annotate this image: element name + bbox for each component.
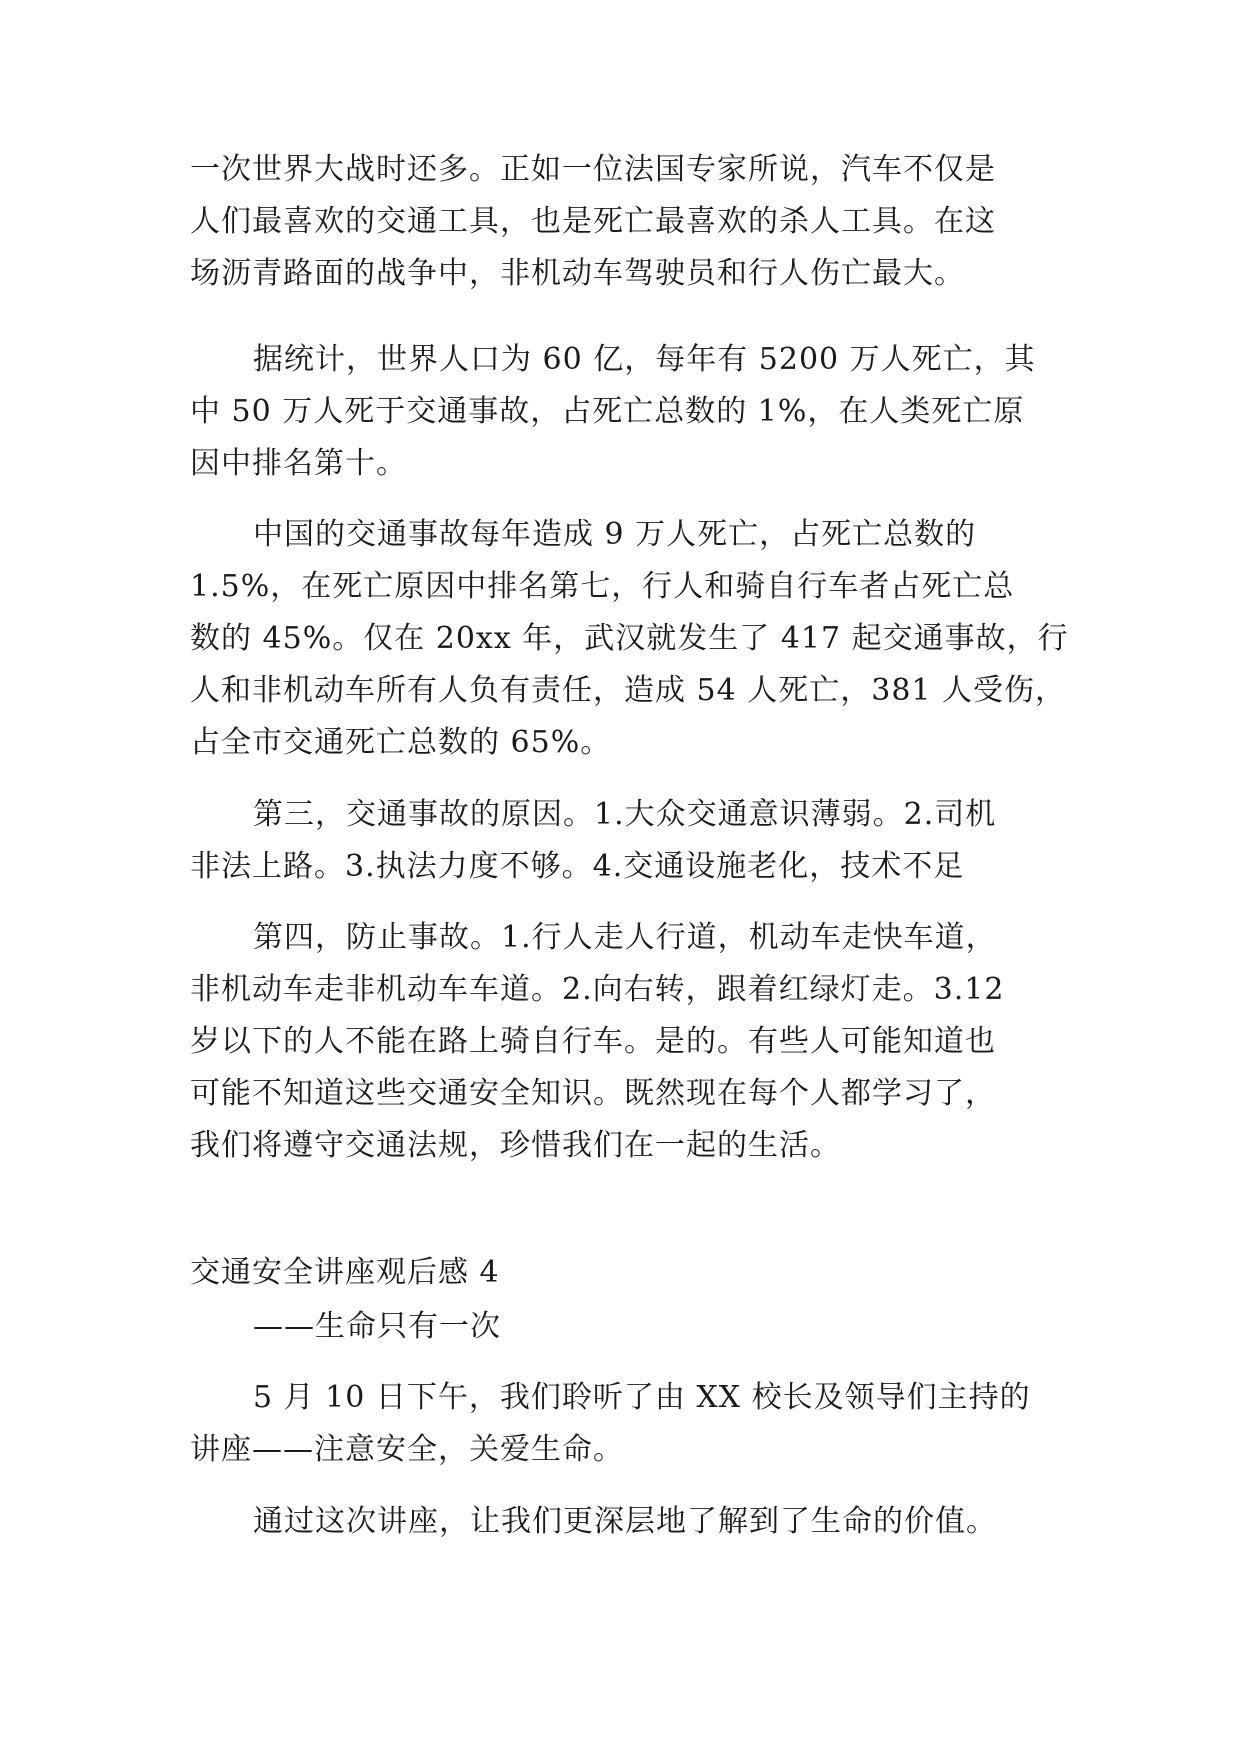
paragraph-line: 1.5%，在死亡原因中排名第七，行人和骑自行车者占死亡总: [190, 569, 1015, 604]
paragraph-line: 场沥青路面的战争中，非机动车驾驶员和行人伤亡最大。: [190, 256, 965, 291]
paragraph-line: 非法上路。3.执法力度不够。4.交通设施老化，技术不足: [190, 849, 965, 884]
paragraph-line: 占全市交通死亡总数的 65%。: [190, 725, 612, 760]
paragraph-line: 非机动车走非机动车车道。2.向右转，跟着红绿灯走。3.12: [190, 972, 1005, 1007]
paragraph-line: 因中排名第十。: [190, 446, 407, 481]
section-title: 交通安全讲座观后感 4: [190, 1255, 500, 1290]
paragraph-line: 人和非机动车所有人负有责任，造成 54 人死亡，381 人受伤，: [190, 673, 1067, 708]
paragraph-line: 据统计，世界人口为 60 亿，每年有 5200 万人死亡，其: [253, 342, 1036, 377]
paragraph-line: 5 月 10 日下午，我们聆听了由 XX 校长及领导们主持的: [253, 1380, 1031, 1415]
section-subtitle: ——生命只有一次: [253, 1309, 501, 1344]
paragraph-line: 岁以下的人不能在路上骑自行车。是的。有些人可能知道也: [190, 1024, 996, 1059]
paragraph-line: 讲座——注意安全，关爱生命。: [190, 1432, 624, 1467]
paragraph-line: 一次世界大战时还多。正如一位法国专家所说，汽车不仅是: [190, 152, 996, 187]
paragraph-line: 通过这次讲座，让我们更深层地了解到了生命的价值。: [253, 1504, 997, 1539]
paragraph-line: 我们将遵守交通法规，珍惜我们在一起的生活。: [190, 1128, 841, 1163]
paragraph-line: 人们最喜欢的交通工具，也是死亡最喜欢的杀人工具。在这: [190, 204, 996, 239]
paragraph-line: 第四，防止事故。1.行人走人行道，机动车走快车道，: [253, 920, 997, 955]
paragraph-line: 第三，交通事故的原因。1.大众交通意识薄弱。2.司机: [253, 797, 997, 832]
paragraph-line: 中 50 万人死于交通事故，占死亡总数的 1%，在人类死亡原: [190, 394, 1025, 429]
paragraph-line: 中国的交通事故每年造成 9 万人死亡，占死亡总数的: [253, 517, 977, 552]
paragraph-line: 可能不知道这些交通安全知识。既然现在每个人都学习了，: [190, 1076, 996, 1111]
paragraph-line: 数的 45%。仅在 20xx 年，武汉就发生了 417 起交通事故，行: [190, 621, 1069, 656]
